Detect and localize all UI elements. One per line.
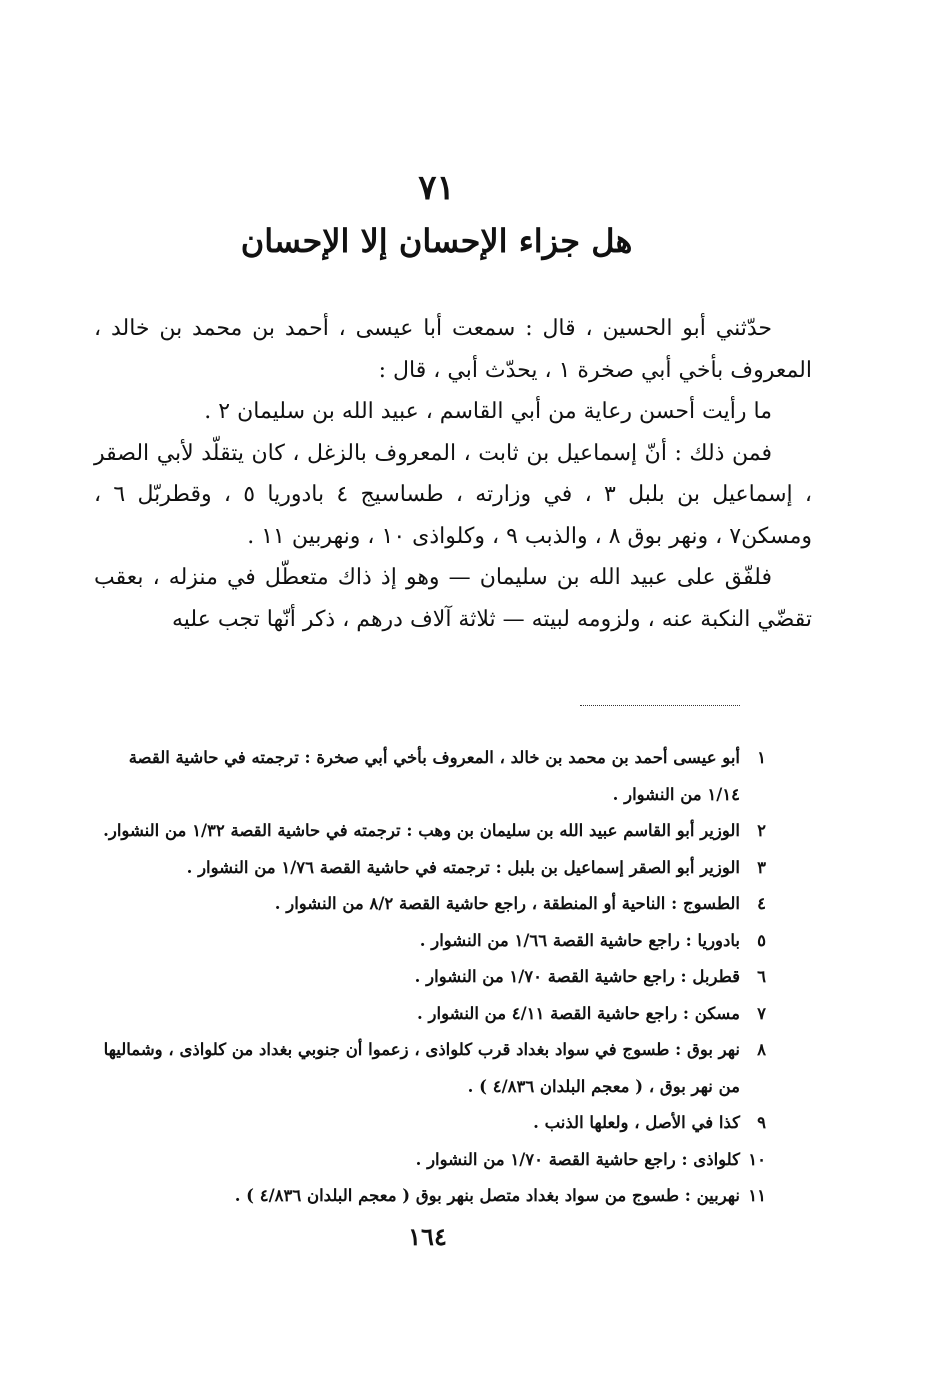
footnote-text: نهربين : طسوج من سواد بغداد متصل بنهر بوق ( معجم البلدان ٤/٨٣٦ ) . bbox=[234, 1186, 740, 1205]
footnote-text: كذا في الأصل ، ولعلها الذنب . bbox=[533, 1113, 740, 1132]
footnote-number: ٦ bbox=[757, 967, 766, 986]
footnote-number: ٨ bbox=[757, 1040, 766, 1059]
paragraph: فمن ذلك : أنّ إسماعيل بن ثابت ، المعروف بالزغل ، كان يتقلّد لأبي الصقر ، إسماعيل بن بلبل ٣ ، في وزارته ، طساسيج ٤ بادوريا ٥ ، وقطربّل ٦ ، ومسكن٧ ، ونهر بوق ٨ ، والذبب ٩ ، وكلواذى ١٠ ، ونهربين ١١ . bbox=[94, 440, 812, 549]
footnote bbox=[94, 740, 766, 813]
footnote-number: ٤ bbox=[757, 894, 766, 913]
footnote-text: أبو عيسى أحمد بن محمد بن خالد ، المعروف بأخي أبي صخرة : ترجمته في حاشية القصة ١/١٤ من النشوار . bbox=[128, 748, 740, 804]
footnote-text: مسكن : راجع حاشية القصة ٤/١١ من النشوار . bbox=[417, 1003, 740, 1023]
footnote bbox=[94, 850, 766, 887]
page-number: ١٦٤ bbox=[408, 1222, 447, 1251]
footnote-number: ١٠ bbox=[748, 1149, 766, 1169]
footnote bbox=[94, 1142, 766, 1179]
footnote bbox=[94, 886, 766, 923]
story-title: هل جزاء الإحسان إلا الإحسان bbox=[240, 222, 633, 260]
footnote bbox=[94, 996, 766, 1033]
footnote-number: ١ bbox=[757, 748, 766, 767]
footnotes bbox=[94, 740, 766, 1215]
body-text bbox=[94, 308, 812, 640]
footnote-number: ٥ bbox=[757, 930, 766, 950]
paragraph: حدّثني أبو الحسين ، قال : سمعت أبا عيسى ، أحمد بن محمد بن خالد ، المعروف بأخي أبي صخرة ١ ، يحدّث أبي ، قال : bbox=[94, 316, 812, 383]
footnote-number: ٣ bbox=[757, 857, 766, 877]
footnote-text: الوزير أبو الصقر إسماعيل بن بلبل : ترجمته في حاشية القصة ١/٧٦ من النشوار . bbox=[186, 857, 740, 877]
footnote bbox=[94, 1178, 766, 1215]
footnote-text: الطسوج : الناحية أو المنطقة ، راجع حاشية القصة ٨/٢ من النشوار . bbox=[274, 894, 740, 913]
paragraph: فلفّق على عبيد الله بن سليمان — وهو إذ ذاك متعطّل في منزله ، بعقب تقضّي النكبة عنه ، ولزومه لبيته — ثلاثة آلاف درهم ، ذكر أنّها تجب عليه bbox=[94, 565, 812, 632]
footnote-text: قطربل : راجع حاشية القصة ١/٧٠ من النشوار . bbox=[414, 967, 740, 986]
footnote bbox=[94, 959, 766, 996]
footnote bbox=[94, 1105, 766, 1142]
footnote-number: ٧ bbox=[757, 1003, 766, 1023]
footnote-number: ٩ bbox=[757, 1113, 766, 1132]
footnote-text: بادوريا : راجع حاشية القصة ١/٦٦ من النشوار . bbox=[419, 930, 740, 950]
footnote bbox=[94, 923, 766, 960]
footnote-text: نهر بوق : طسوج في سواد بغداد قرب كلواذى ، زعموا أن جنوبي بغداد من كلواذى ، وشماليها من نهر بوق ، ( معجم البلدان ٤/٨٣٦ ) . bbox=[103, 1040, 740, 1096]
footnote-divider bbox=[580, 705, 740, 706]
footnote-number: ٢ bbox=[757, 821, 766, 840]
footnote-text: كلواذى : راجع حاشية القصة ١/٧٠ من النشوار . bbox=[415, 1149, 740, 1169]
footnote bbox=[94, 813, 766, 850]
footnote-text: الوزير أبو القاسم عبيد الله بن سليمان بن وهب : ترجمته في حاشية القصة ١/٣٢ من النشوار. bbox=[103, 821, 740, 840]
footnote bbox=[94, 1032, 766, 1105]
footnote-number: ١١ bbox=[748, 1186, 766, 1205]
story-number: ٧١ bbox=[418, 168, 455, 208]
paragraph: ما رأيت أحسن رعاية من أبي القاسم ، عبيد الله بن سليمان ٢ . bbox=[204, 399, 772, 424]
